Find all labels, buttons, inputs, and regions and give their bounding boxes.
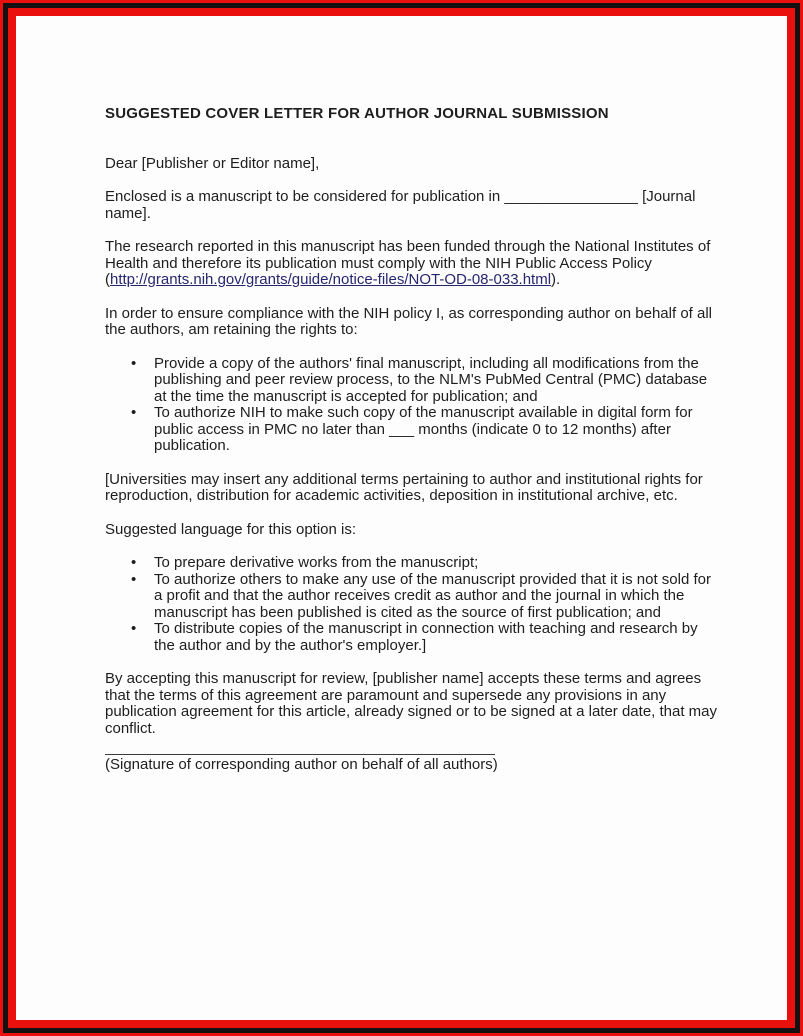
document-page [16,16,787,1020]
signature-caption: (Signature of corresponding author on behalf of all authors) [105,756,498,773]
paragraph-accepting: By accepting this manuscript for review, [publisher name] accepts these terms and agrees that the terms of this agreement are paramount and supersede any provisions in any publication agreement for this article, already signed or to be signed at a later date, that may conflict. [105,670,718,737]
letter-title: SUGGESTED COVER LETTER FOR AUTHOR JOURNAL SUBMISSION [105,105,609,122]
rights-bullet-list [105,356,719,455]
salutation: Dear [Publisher or Editor name], [105,154,320,172]
enclosed-text-pre: Enclosed is a manuscript to be considered for publication in [105,188,501,205]
signature-line [105,754,495,755]
paragraph-universities-note: [Universities may insert any additional terms pertaining to author and institutional rights for reproduction, distribution for academic activities, deposition in institutional archive, etc. [105,470,703,504]
bullet-item: • To authorize others to make any use of the manuscript provided that it is not sold for a profit and that the author receives credit as author and the journal in which the manuscript has been published is cited as the source of first publication; and [154,572,719,622]
option-bullet-list [105,555,719,654]
paragraph-compliance: In order to ensure compliance with the NIH policy I, as corresponding author on behalf of all the authors, am retaining the rights to: [105,304,713,338]
bullet-item: • To distribute copies of the manuscript in connection with teaching and research by the author and by the author's employer.] [154,621,719,654]
bullet-item: • To authorize NIH to make such copy of the manuscript available in digital form for public access in PMC no later than ___ months (indicate 0 to 12 months) after publication. [154,405,719,455]
page-frame-pinstripe [3,3,800,1033]
paragraph-funding [105,239,719,289]
bullet-item: • To prepare derivative works from the manuscript; [154,555,719,572]
page-frame-inner [8,8,795,1028]
journal-name-blank: ________________ [504,188,638,205]
funding-text-post: ). [551,271,561,288]
funding-text-pre: The research reported in this manuscript has been funded through the National Institutes of Health and therefore its publication must comply with the NIH Public Access Policy ( [105,238,711,288]
enclosed-text-post: [Journal name]. [105,188,696,222]
bullet-item: • Provide a copy of the authors' final manuscript, including all modifications from the publishing and peer review process, to the NLM's PubMed Central (PMC) database at the time the manuscript is accepted for publication; and [154,356,719,406]
paragraph-enclosed [105,189,719,222]
letter-body [105,106,719,774]
nih-policy-link[interactable]: http://grants.nih.gov/grants/guide/notice-files/NOT-OD-08-033.html [110,271,552,288]
paragraph-suggested-language: Suggested language for this option is: [105,520,357,538]
